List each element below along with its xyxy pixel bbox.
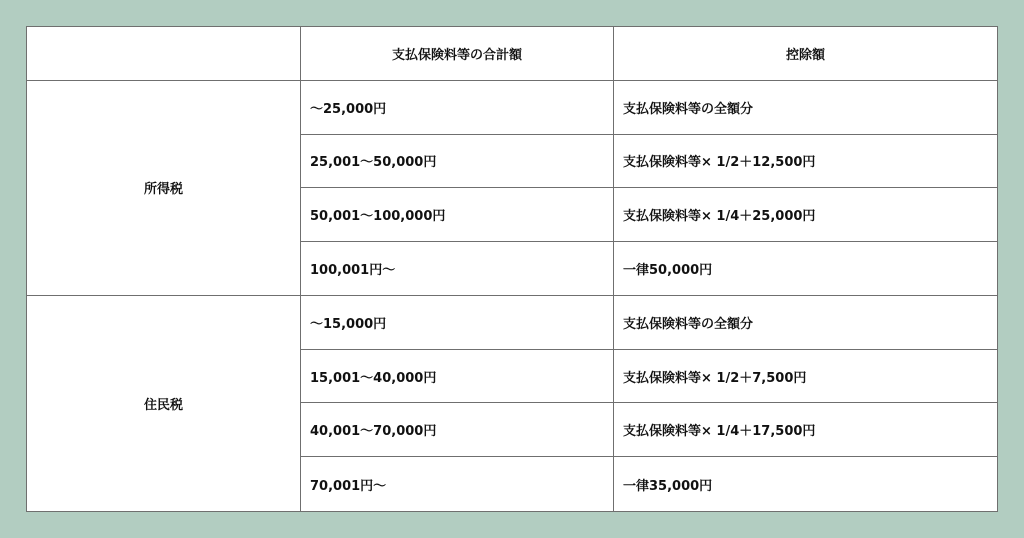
deduction-cell: 支払保険料等× 1/4＋25,000円 — [614, 188, 997, 242]
deduction-table — [26, 26, 998, 512]
deduction-cell: 支払保険料等の全額分 — [614, 296, 997, 350]
header-cell-total-premium: 支払保険料等の合計額 — [301, 27, 614, 81]
amount-cell: 100,001円〜 — [301, 242, 614, 296]
deduction-cell: 支払保険料等× 1/2＋7,500円 — [614, 350, 997, 404]
header-cell-deduction: 控除額 — [614, 27, 997, 81]
amount-cell: 15,001〜40,000円 — [301, 350, 614, 404]
amount-cell: 40,001〜70,000円 — [301, 403, 614, 457]
deduction-cell: 一律50,000円 — [614, 242, 997, 296]
group-label-income-tax: 所得税 — [27, 81, 301, 296]
deduction-cell: 支払保険料等の全額分 — [614, 81, 997, 135]
amount-cell: 70,001円〜 — [301, 457, 614, 511]
deduction-cell: 支払保険料等× 1/4＋17,500円 — [614, 403, 997, 457]
group-label-resident-tax: 住民税 — [27, 296, 301, 511]
amount-cell: 〜25,000円 — [301, 81, 614, 135]
amount-cell: 〜15,000円 — [301, 296, 614, 350]
header-cell-empty — [27, 27, 301, 81]
amount-cell: 50,001〜100,000円 — [301, 188, 614, 242]
amount-cell: 25,001〜50,000円 — [301, 135, 614, 189]
deduction-cell: 支払保険料等× 1/2＋12,500円 — [614, 135, 997, 189]
deduction-cell: 一律35,000円 — [623, 478, 713, 494]
